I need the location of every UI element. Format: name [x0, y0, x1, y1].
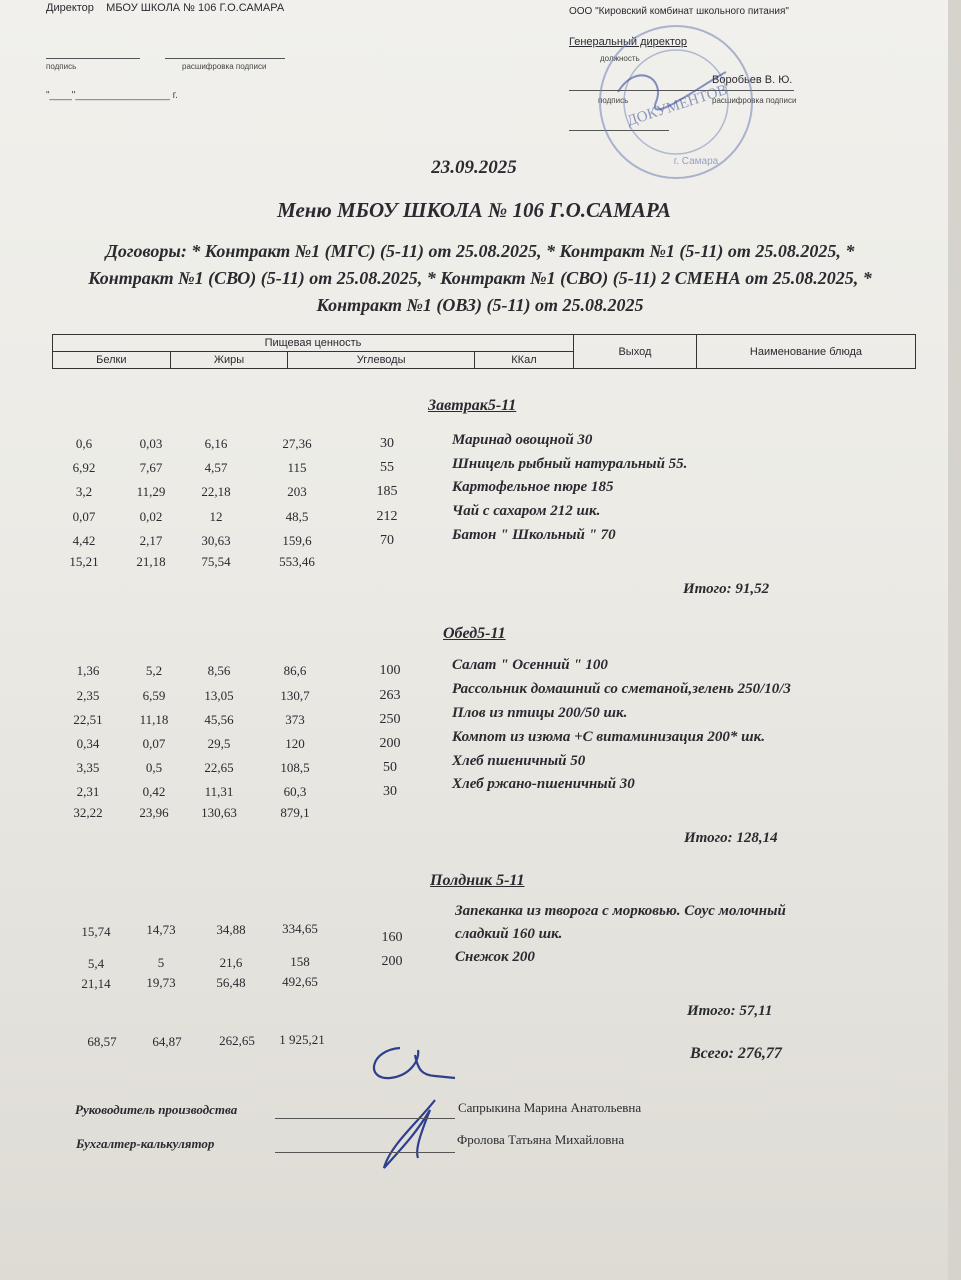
protein-cell: 2,31 — [76, 784, 100, 799]
role-label: должность — [600, 54, 640, 63]
output-cell: 30 — [380, 436, 394, 451]
dish-name: Хлеб ржано-пшеничный 30 — [452, 776, 635, 792]
protein-header: Белки — [53, 352, 171, 369]
carbs-total: 75,54 — [201, 554, 231, 569]
protein-cell: 5,4 — [87, 956, 105, 971]
date-placeholder: "____"_________________ г. — [46, 90, 178, 101]
protein-cell: 2,35 — [76, 688, 100, 703]
dish-name: Батон " Школьный " 70 — [452, 527, 616, 543]
kcal-cell: 27,36 — [282, 436, 312, 451]
protein-cell: 0,34 — [76, 736, 100, 751]
fat-cell: 11,29 — [136, 484, 166, 499]
dish-name: Снежок 200 — [455, 949, 535, 965]
director-name: Воробьев В. Ю. — [712, 74, 793, 86]
breakfast-itogo: Итого: 91,52 — [683, 581, 770, 597]
protein-cell: 3,35 — [76, 760, 100, 775]
carbs-cell: 30,63 — [201, 533, 231, 548]
protein-total: 21,14 — [81, 976, 111, 991]
kcal-grand-total: 1 925,21 — [279, 1032, 325, 1047]
fat-cell: 5 — [157, 955, 165, 970]
kcal-header: ККал — [474, 352, 573, 369]
dish-name-continued: сладкий 160 шк. — [455, 926, 563, 942]
footer-name-2: Фролова Татьяна Михайловна — [457, 1132, 625, 1147]
dish-name-header: Наименование блюда — [696, 335, 915, 369]
footer-sign-line-1 — [275, 1118, 455, 1119]
kcal-cell: 158 — [290, 954, 310, 969]
protein-cell: 1,36 — [76, 663, 100, 678]
protein-cell: 6,92 — [72, 460, 96, 475]
dish-name: Рассольник домашний со сметаной,зелень 250/10/3 — [452, 681, 791, 697]
school-name: МБОУ ШКОЛА № 106 Г.О.САМАРА — [106, 2, 285, 14]
kcal-cell: 203 — [287, 484, 307, 499]
carbs-cell: 45,56 — [204, 712, 234, 727]
carbs-cell: 34,88 — [216, 922, 246, 937]
fat-cell: 11,18 — [139, 712, 169, 727]
decode-label: расшифровка подписи — [182, 62, 267, 71]
menu-date: 23.09.2025 — [431, 157, 517, 178]
output-cell: 185 — [376, 484, 398, 499]
fat-cell: 14,73 — [146, 922, 176, 937]
kcal-cell: 334,65 — [282, 921, 318, 936]
kcal-cell: 86,6 — [283, 663, 307, 678]
output-cell: 263 — [379, 688, 401, 703]
menu-table-header — [52, 334, 916, 369]
output-cell: 55 — [380, 460, 394, 475]
carbs-cell: 12 — [209, 509, 223, 524]
kcal-total: 879,1 — [280, 805, 310, 820]
output-cell: 30 — [383, 784, 397, 799]
supplier-name: ООО "Кировский комбинат школьного питания" — [569, 6, 789, 17]
protein-cell: 15,74 — [81, 924, 111, 939]
director-title: Директор — [46, 2, 94, 14]
kcal-cell: 373 — [285, 712, 305, 727]
output-cell: 100 — [379, 663, 401, 678]
kcal-cell: 48,5 — [285, 509, 309, 524]
decode-line — [165, 58, 285, 59]
supplier-title: Генеральный директор — [569, 36, 687, 48]
fat-total: 21,18 — [136, 554, 166, 569]
stamp-text: ДОКУМЕНТОВ — [625, 82, 730, 130]
stamp-city: г. Самара — [673, 156, 719, 167]
protein-cell: 3,2 — [75, 484, 93, 499]
output-cell: 160 — [381, 930, 403, 945]
protein-grand-total: 68,57 — [87, 1034, 117, 1049]
output-header: Выход — [573, 335, 696, 369]
kcal-cell: 130,7 — [280, 688, 310, 703]
right-decode-label: расшифровка подписи — [712, 96, 797, 105]
menu-title: Меню МБОУ ШКОЛА № 106 Г.О.САМАРА — [277, 198, 671, 222]
output-cell: 50 — [383, 760, 397, 775]
dish-name: Запеканка из творога с морковью. Соус молочный — [455, 903, 786, 919]
kcal-cell: 108,5 — [280, 760, 310, 775]
dish-name: Картофельное пюре 185 — [452, 479, 614, 495]
footer-role-1: Руководитель производства — [75, 1102, 238, 1117]
protein-total: 15,21 — [69, 554, 99, 569]
fat-cell: 0,02 — [139, 509, 163, 524]
section-snack-title: Полдник 5-11 — [430, 872, 525, 889]
fat-cell: 6,59 — [142, 688, 166, 703]
carbs-cell: 6,16 — [204, 436, 228, 451]
kcal-cell: 60,3 — [283, 784, 307, 799]
dish-name: Салат " Осенний " 100 — [452, 657, 608, 673]
sign-line — [46, 58, 140, 59]
director-line — [46, 2, 284, 14]
protein-cell: 0,07 — [72, 509, 96, 524]
kcal-total: 553,46 — [279, 554, 315, 569]
signature-icon — [360, 1040, 470, 1175]
fat-cell: 0,42 — [142, 784, 166, 799]
section-lunch-title: Обед5-11 — [443, 625, 506, 642]
right-sign-label: подпись — [598, 96, 629, 105]
kcal-cell: 120 — [285, 736, 305, 751]
carbs-grand-total: 262,65 — [219, 1033, 255, 1048]
nutrition-header: Пищевая ценность — [53, 335, 574, 352]
carbs-header: Углеводы — [288, 352, 475, 369]
lunch-itogo: Итого: 128,14 — [684, 830, 778, 846]
carbs-total: 130,63 — [201, 805, 237, 820]
output-cell: 200 — [379, 736, 401, 751]
kcal-cell: 159,6 — [282, 533, 312, 548]
carbs-cell: 22,65 — [204, 760, 234, 775]
kcal-total: 492,65 — [282, 974, 318, 989]
footer-sign-line-2 — [275, 1152, 455, 1153]
kcal-cell: 115 — [287, 460, 307, 475]
contracts-text: Договоры: * Контракт №1 (МГС) (5-11) от 25.08.2025, * Контракт №1 (5-11) от 25.08.2025, * Контракт №1 (СВО) (5-11) от 25.08.2025, * Контракт №1 (СВО) (5-11) 2 СМЕНА от 25.08.2025, * Контракт №1 (ОВЗ) (5-11) от 25.08.2025 — [88, 241, 872, 315]
carbs-cell: 13,05 — [204, 688, 234, 703]
carbs-cell: 4,57 — [204, 460, 228, 475]
protein-total: 32,22 — [73, 805, 103, 820]
snack-itogo: Итого: 57,11 — [687, 1003, 773, 1019]
carbs-cell: 22,18 — [201, 484, 231, 499]
footer-role-2: Бухгалтер-калькулятор — [76, 1136, 215, 1151]
fat-cell: 7,67 — [139, 460, 163, 475]
carbs-cell: 29,5 — [207, 736, 231, 751]
carbs-cell: 11,31 — [204, 784, 234, 799]
protein-cell: 4,42 — [72, 533, 96, 548]
fat-cell: 0,03 — [139, 436, 163, 451]
vsego-total: Всего: 276,77 — [690, 1045, 782, 1062]
protein-cell: 0,6 — [75, 436, 93, 451]
dish-name: Компот из изюма +С витаминизация 200* шк. — [452, 729, 766, 745]
output-cell: 250 — [379, 712, 401, 727]
dish-name: Чай с сахаром 212 шк. — [452, 503, 601, 519]
output-cell: 200 — [381, 954, 403, 969]
dish-name: Хлеб пшеничный 50 — [452, 753, 586, 769]
sign-label: подпись — [46, 62, 77, 71]
fat-total: 23,96 — [139, 805, 169, 820]
section-breakfast-title: Завтрак5-11 — [428, 397, 517, 414]
fat-cell: 2,17 — [139, 533, 163, 548]
output-cell: 212 — [376, 509, 398, 524]
dish-name: Шницель рыбный натуральный 55. — [452, 456, 688, 472]
fat-cell: 0,5 — [145, 760, 163, 775]
fat-cell: 5,2 — [145, 663, 163, 678]
fat-cell: 0,07 — [142, 736, 166, 751]
carbs-cell: 8,56 — [207, 663, 231, 678]
footer-name-1: Сапрыкина Марина Анатольевна — [458, 1100, 642, 1115]
fat-header: Жиры — [170, 352, 288, 369]
carbs-total: 56,48 — [216, 975, 246, 990]
dish-name: Плов из птицы 200/50 шк. — [452, 705, 628, 721]
output-cell: 70 — [380, 533, 394, 548]
fat-grand-total: 64,87 — [152, 1034, 182, 1049]
protein-cell: 22,51 — [73, 712, 103, 727]
fat-total: 19,73 — [146, 975, 176, 990]
carbs-cell: 21,6 — [219, 955, 243, 970]
dish-name: Маринад овощной 30 — [452, 432, 593, 448]
